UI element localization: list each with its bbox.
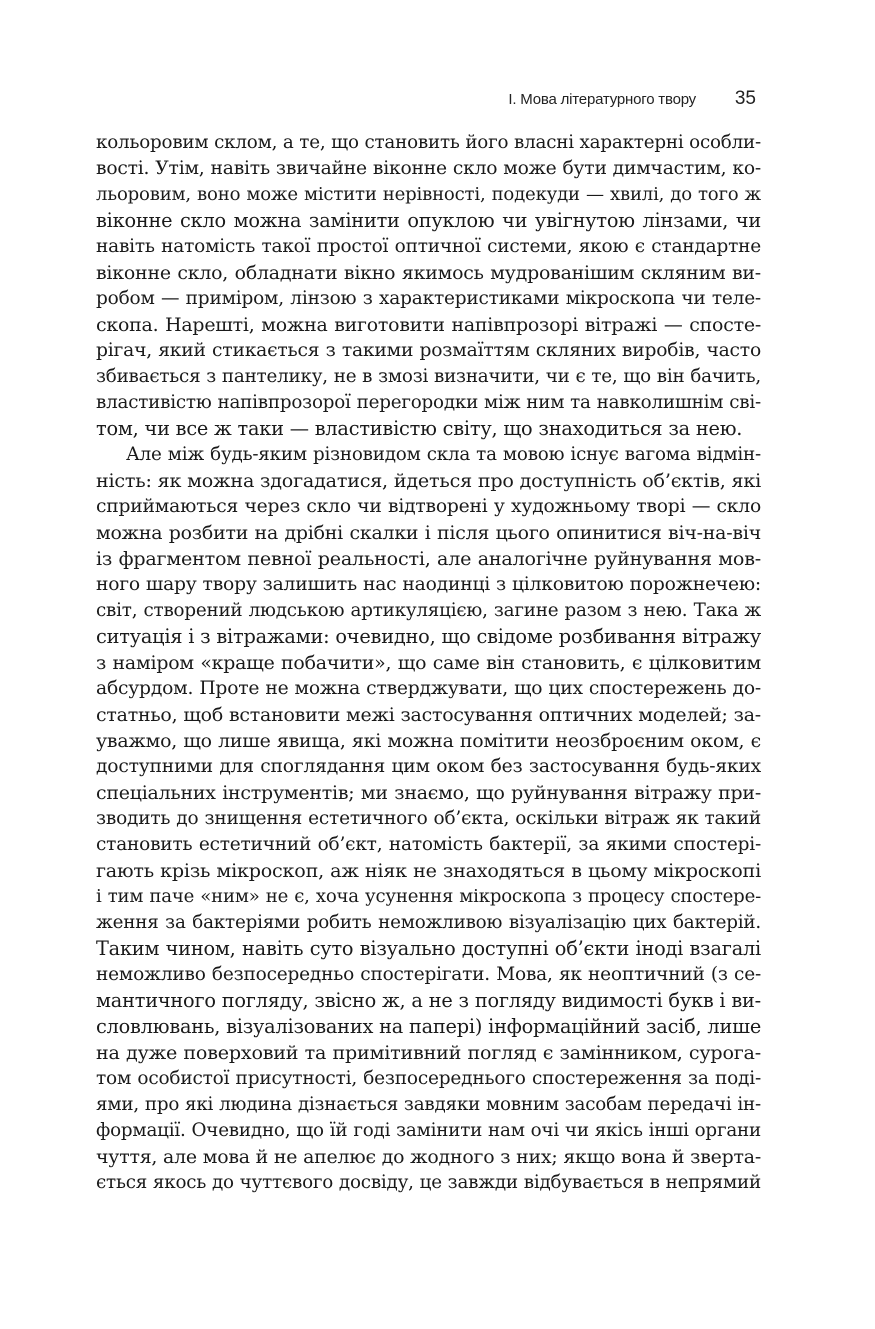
text-line: уважмо, що лише явища, які можна помітити неозброєним оком, є (96, 730, 761, 752)
text-line: становить естетичний об’єкт, натомість бактерії, за якими спостері- (96, 834, 761, 855)
text-line: словлювань, візуалізованих на папері) інформаційний засіб, лише (96, 1015, 761, 1038)
text-line: збивається з пантелику, не в змозі визначити, чи є те, що він бачить, (96, 366, 761, 387)
text-line: статньо, щоб встановити межі застосування оптичних моделей; за- (96, 704, 761, 726)
text-line: зводить до знищення естетичного об’єкта, оскільки вітраж як такий (96, 808, 761, 829)
text-line: властивістю напівпрозорої перегородки між ним та навколишнім сві- (96, 392, 761, 413)
text-line: робом — приміром, лінзою з характеристиками мікроскопа чи теле- (96, 288, 761, 309)
running-head (0, 88, 760, 112)
body-text (96, 130, 761, 1196)
text-line: ється якось до чуттєвого досвіду, це завжди відбувається в непрямий (96, 1172, 761, 1193)
text-line: світ, створений людською артикуляцією, загине разом з нею. Така ж (96, 600, 761, 621)
text-line: кольоровим склом, а те, що становить його власні характерні особли- (96, 132, 761, 153)
text-line: Таким чином, навіть суто візуально доступні об’єкти іноді взагалі (96, 937, 761, 960)
chapter-title: I. Мова літературного твору (508, 91, 696, 108)
text-line: абсурдом. Проте не можна стверджувати, що цих спостережень до- (96, 678, 761, 699)
text-line: мантичного погляду, звісно ж, а не з погляду видимості букв і ви- (96, 989, 761, 1012)
text-line: доступними для споглядання цим оком без застосування будь-яких (96, 756, 761, 777)
text-line: ситуація і з вітражами: очевидно, що свідоме розбивання вітражу (96, 625, 761, 648)
text-line: гають крізь мікроскоп, аж ніяк не знаходяться в цьому мікроскопі (96, 859, 761, 882)
text-line: спеціальних інструментів; ми знаємо, що руйнування вітражу при- (96, 782, 761, 804)
text-line: скопа. Нарешті, можна виготовити напівпрозорі вітражі — спосте- (96, 314, 761, 336)
text-line: неможливо безпосередньо спостерігати. Мова, як неоптичний (з се- (96, 964, 761, 985)
text-line: формації. Очевидно, що їй годі замінити нам очі чи якісь інші органи (96, 1120, 761, 1141)
text-line: навіть натомість такої простої оптичної системи, якою є стандартне (96, 236, 761, 257)
text-line: з наміром «краще побачити», що саме він становить, є цілковитим (96, 652, 761, 674)
text-line: ного шару твору залишить нас наодинці з цілковитою порожнечею: (96, 574, 761, 595)
text-line: том, чи все ж таки — властивістю світу, що знаходиться за нею. (96, 417, 743, 440)
text-line: том особистої присутності, безпосереднього спостереження за поді- (96, 1068, 761, 1089)
text-line: льоровим, воно може містити нерівності, подекуди — хвилі, до того ж (96, 184, 761, 205)
text-line: рігач, який стикається з такими розмаїттям скляних виробів, часто (96, 340, 761, 361)
page-number: 35 (734, 88, 756, 109)
text-line: чуття, але мова й не апелює до жодного з них; якщо вона й зверта- (96, 1146, 761, 1168)
text-line: ями, про які людина дізнається завдяки мовним засобам передачі ін- (96, 1094, 761, 1115)
text-line: і тим паче «ним» не є, хоча усунення мікроскопа з процесу спостере- (96, 886, 761, 907)
text-line: віконне скло, обладнати вікно якимось мудрованішим скляним ви- (96, 262, 761, 284)
text-line: сприймаються через скло чи відтворені у художньому творі — скло (96, 496, 761, 517)
text-line: ність: як можна здогадатися, йдеться про доступність об’єктів, які (96, 469, 761, 492)
text-line: можна розбити на дрібні скалки і після цього опинитися віч-на-віч (96, 522, 761, 544)
text-line: із фрагментом певної реальності, але аналогічне руйнування мов- (96, 547, 761, 570)
text-line: на дуже поверховий та примітивний погляд є замінником, сурога- (96, 1041, 761, 1064)
text-line: Але між будь-яким різновидом скла та мовою існує вагома відмін- (126, 444, 761, 465)
text-line: віконне скло можна замінити опуклою чи увігнутою лінзами, чи (96, 209, 761, 232)
text-line: вості. Утім, навіть звичайне віконне скло може бути димчастим, ко- (96, 158, 761, 179)
text-line: ження за бактеріями робить неможливою візуалізацію цих бактерій. (96, 912, 761, 933)
